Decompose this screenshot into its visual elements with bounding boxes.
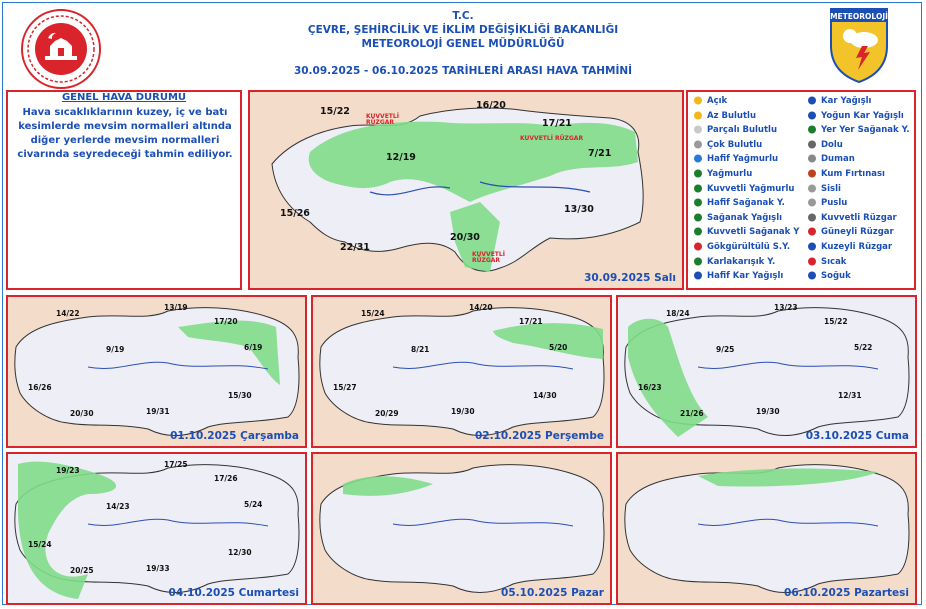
light-shower-icon — [692, 197, 704, 208]
day-temp: 15/24 — [28, 540, 52, 549]
day-temp: 19/23 — [56, 466, 80, 475]
day-temp: 20/29 — [375, 409, 399, 418]
sandstorm-icon — [806, 168, 818, 179]
legend-label: Kar Yağışlı — [821, 96, 872, 106]
day-temp: 19/30 — [451, 407, 475, 416]
day-temp: 8/21 — [411, 345, 430, 354]
day-temp: 17/20 — [214, 317, 238, 326]
hot-icon — [806, 256, 818, 267]
general-weather-box — [6, 90, 242, 290]
main-temp-6: 15/26 — [280, 208, 310, 219]
legend-item — [806, 211, 897, 225]
legend-item — [806, 269, 851, 283]
day-forecast-map — [6, 452, 307, 605]
day-map-date: 03.10.2025 Cuma — [805, 430, 909, 442]
legend-label: Puslu — [821, 198, 848, 209]
south-wind-icon — [806, 226, 818, 237]
legend-item — [692, 255, 775, 269]
legend-item — [692, 167, 752, 181]
strong-wind-warning-2: KUVVETLİ RÜZGAR — [520, 135, 584, 142]
header-directorate: METEOROLOJİ GENEL MÜDÜRLÜĞÜ — [361, 38, 565, 50]
legend-label: Kuzeyli Rüzgar — [821, 242, 893, 252]
legend-label: Sağanak Yağışlı — [707, 212, 783, 223]
day-temp: 16/26 — [28, 383, 52, 392]
day-temp: 14/20 — [469, 303, 493, 312]
day-temp: 17/25 — [164, 460, 188, 469]
legend-item — [692, 152, 778, 166]
main-temp-5: 12/19 — [386, 152, 416, 163]
day-temp: 5/24 — [244, 500, 263, 509]
legend-item — [692, 109, 756, 123]
day-temp: 16/23 — [638, 383, 662, 392]
legend-label: Parçalı Bulutlu — [707, 125, 778, 136]
day-map-graphic — [8, 454, 305, 603]
general-weather-title: GENEL HAVA DURUMU — [61, 92, 187, 103]
legend-item — [692, 94, 727, 108]
hail-icon — [806, 139, 818, 150]
day-temp: 14/22 — [56, 309, 80, 318]
strong-wind-icon — [806, 212, 818, 223]
legend-label: Duman — [821, 154, 855, 165]
legend-item — [806, 138, 843, 152]
legend-label: Kuvvetli Sağanak Y — [707, 227, 800, 238]
day-temp: 15/24 — [361, 309, 385, 318]
local-shower-icon — [806, 124, 818, 135]
snow-icon — [806, 95, 818, 106]
day-temp: 12/30 — [228, 548, 252, 557]
legend-label: Kuvvetli Yağmurlu — [707, 183, 795, 194]
light-rain-icon — [692, 153, 704, 164]
legend-item — [806, 182, 841, 196]
sleet-icon — [692, 256, 704, 267]
light-snow-icon — [692, 270, 704, 281]
day-map-date: 02.10.2025 Perşembe — [474, 430, 604, 442]
sun-cloud-icon — [692, 110, 704, 121]
day-map-date: 01.10.2025 Çarşamba — [170, 430, 299, 442]
legend-box — [686, 90, 916, 290]
shower-icon — [692, 212, 704, 223]
legend-label: Yağmurlu — [707, 169, 753, 179]
day-map-date: 05.10.2025 Pazar — [501, 587, 604, 599]
day-temp: 17/26 — [214, 474, 238, 483]
legend-item — [806, 152, 855, 166]
header-ministry: ÇEVRE, ŞEHİRCİLİK VE İKLİM DEĞİŞİKLİĞİ BAKANLIĞI — [307, 24, 619, 36]
cloud-icon — [692, 139, 704, 150]
north-wind-icon — [806, 241, 818, 252]
legend-label: Kuvvetli Rüzgar — [821, 212, 897, 223]
header-line1: T.C. — [452, 10, 474, 22]
strong-wind-warning-3: KUVVETLİ RÜZGAR — [472, 251, 505, 264]
smoke-icon — [806, 153, 818, 164]
heavy-shower-icon — [692, 226, 704, 237]
legend-item — [692, 123, 777, 137]
legend-label: Sisli — [821, 183, 841, 194]
legend-item — [692, 182, 794, 196]
main-temp-9: 20/30 — [450, 232, 480, 243]
day-forecast-map — [311, 295, 612, 448]
main-temp-7: 13/30 — [564, 204, 594, 215]
legend-label: Dolu — [821, 139, 843, 150]
day-temp: 6/19 — [244, 343, 263, 352]
heavy-rain-icon — [692, 183, 704, 194]
legend-label: Çok Bulutlu — [707, 139, 763, 150]
day-temp: 17/21 — [519, 317, 543, 326]
main-temp-1: 15/22 — [320, 106, 350, 117]
legend-item — [692, 196, 785, 210]
day-map-date: 04.10.2025 Cumartesi — [168, 587, 299, 599]
day-temp: 20/25 — [70, 566, 94, 575]
cold-icon — [806, 270, 818, 281]
legend-label: Hafif Kar Yağışlı — [707, 271, 784, 282]
general-weather-text: Hava sıcaklıklarının kuzey, iç ve batı kesimlerde mevsim normalleri altında diğer yerlerde mevsim normalleri civarında seyredeceği tahmin ediliyor. — [17, 107, 233, 160]
legend-label: Hafif Yağmurlu — [707, 154, 779, 165]
day-map-graphic — [313, 454, 610, 603]
legend-label: Gökgürültülü S.Y. — [707, 242, 791, 252]
heavy-snow-icon — [806, 110, 818, 121]
day-temp: 5/20 — [549, 343, 568, 352]
day-map-graphic — [313, 297, 610, 446]
haze-icon — [806, 197, 818, 208]
day-temp: 13/23 — [774, 303, 798, 312]
legend-label: Soğuk — [821, 271, 851, 282]
day-forecast-map — [311, 452, 612, 605]
legend-item — [806, 240, 892, 254]
main-temp-4: 7/21 — [588, 148, 612, 159]
meteorology-logo — [828, 6, 890, 84]
day-temp: 19/31 — [146, 407, 170, 416]
day-temp: 15/30 — [228, 391, 252, 400]
legend-label: Açık — [707, 96, 728, 106]
day-temp: 12/31 — [838, 391, 862, 400]
thunder-icon — [692, 241, 704, 252]
legend-label: Sıcak — [821, 256, 847, 267]
day-forecast-map — [6, 295, 307, 448]
day-temp: 9/25 — [716, 345, 735, 354]
day-temp: 15/22 — [824, 317, 848, 326]
legend-item — [692, 138, 762, 152]
main-temp-8: 22/31 — [340, 242, 370, 253]
legend-item — [806, 225, 894, 239]
day-temp: 18/24 — [666, 309, 690, 318]
legend-item — [692, 240, 790, 254]
day-temp: 14/30 — [533, 391, 557, 400]
legend-item — [806, 196, 847, 210]
legend-label: Karlakarışık Y. — [707, 256, 776, 267]
legend-label: Güneyli Rüzgar — [821, 227, 894, 238]
day-temp: 15/27 — [333, 383, 357, 392]
day-forecast-map — [616, 295, 917, 448]
day-temp: 13/19 — [164, 303, 188, 312]
main-map-graphic — [250, 92, 682, 288]
legend-item — [692, 211, 782, 225]
day-temp: 20/30 — [70, 409, 94, 418]
legend-label: Yoğun Kar Yağışlı — [821, 110, 904, 121]
day-temp: 21/26 — [680, 409, 704, 418]
day-temp: 14/23 — [106, 502, 130, 511]
sun-icon — [692, 95, 704, 106]
day-map-date: 06.10.2025 Pazartesi — [784, 587, 909, 599]
legend-item — [806, 123, 910, 137]
main-map-date: 30.09.2025 Salı — [584, 272, 676, 284]
day-map-graphic — [618, 297, 915, 446]
day-forecast-map — [616, 452, 917, 605]
main-temp-2: 16/20 — [476, 100, 506, 111]
legend-label: Hafif Sağanak Y. — [707, 198, 785, 209]
meteorology-logo-text: METEOROLOJİ — [830, 12, 888, 21]
main-forecast-map — [248, 90, 684, 290]
day-temp: 19/33 — [146, 564, 170, 573]
header-forecast-title: 30.09.2025 - 06.10.2025 TARİHLERİ ARASI HAVA TAHMİNİ — [293, 65, 633, 77]
day-temp: 19/30 — [756, 407, 780, 416]
legend-item — [806, 167, 885, 181]
legend-item — [806, 255, 846, 269]
legend-label: Kum Fırtınası — [821, 169, 885, 179]
strong-wind-warning-1: KUVVETLİ RÜZGAR — [366, 113, 399, 126]
legend-label: Az Bulutlu — [707, 110, 757, 121]
day-temp: 9/19 — [106, 345, 125, 354]
legend-item — [806, 109, 904, 123]
fog-icon — [806, 183, 818, 194]
day-map-graphic — [618, 454, 915, 603]
rain-icon — [692, 168, 704, 179]
day-map-graphic — [8, 297, 305, 446]
legend-item — [692, 269, 783, 283]
partly-cloudy-icon — [692, 124, 704, 135]
day-temp: 5/22 — [854, 343, 873, 352]
legend-item — [806, 94, 871, 108]
main-temp-3: 17/21 — [542, 118, 572, 129]
legend-item — [692, 225, 799, 239]
legend-label: Yer Yer Sağanak Y. — [821, 125, 910, 136]
